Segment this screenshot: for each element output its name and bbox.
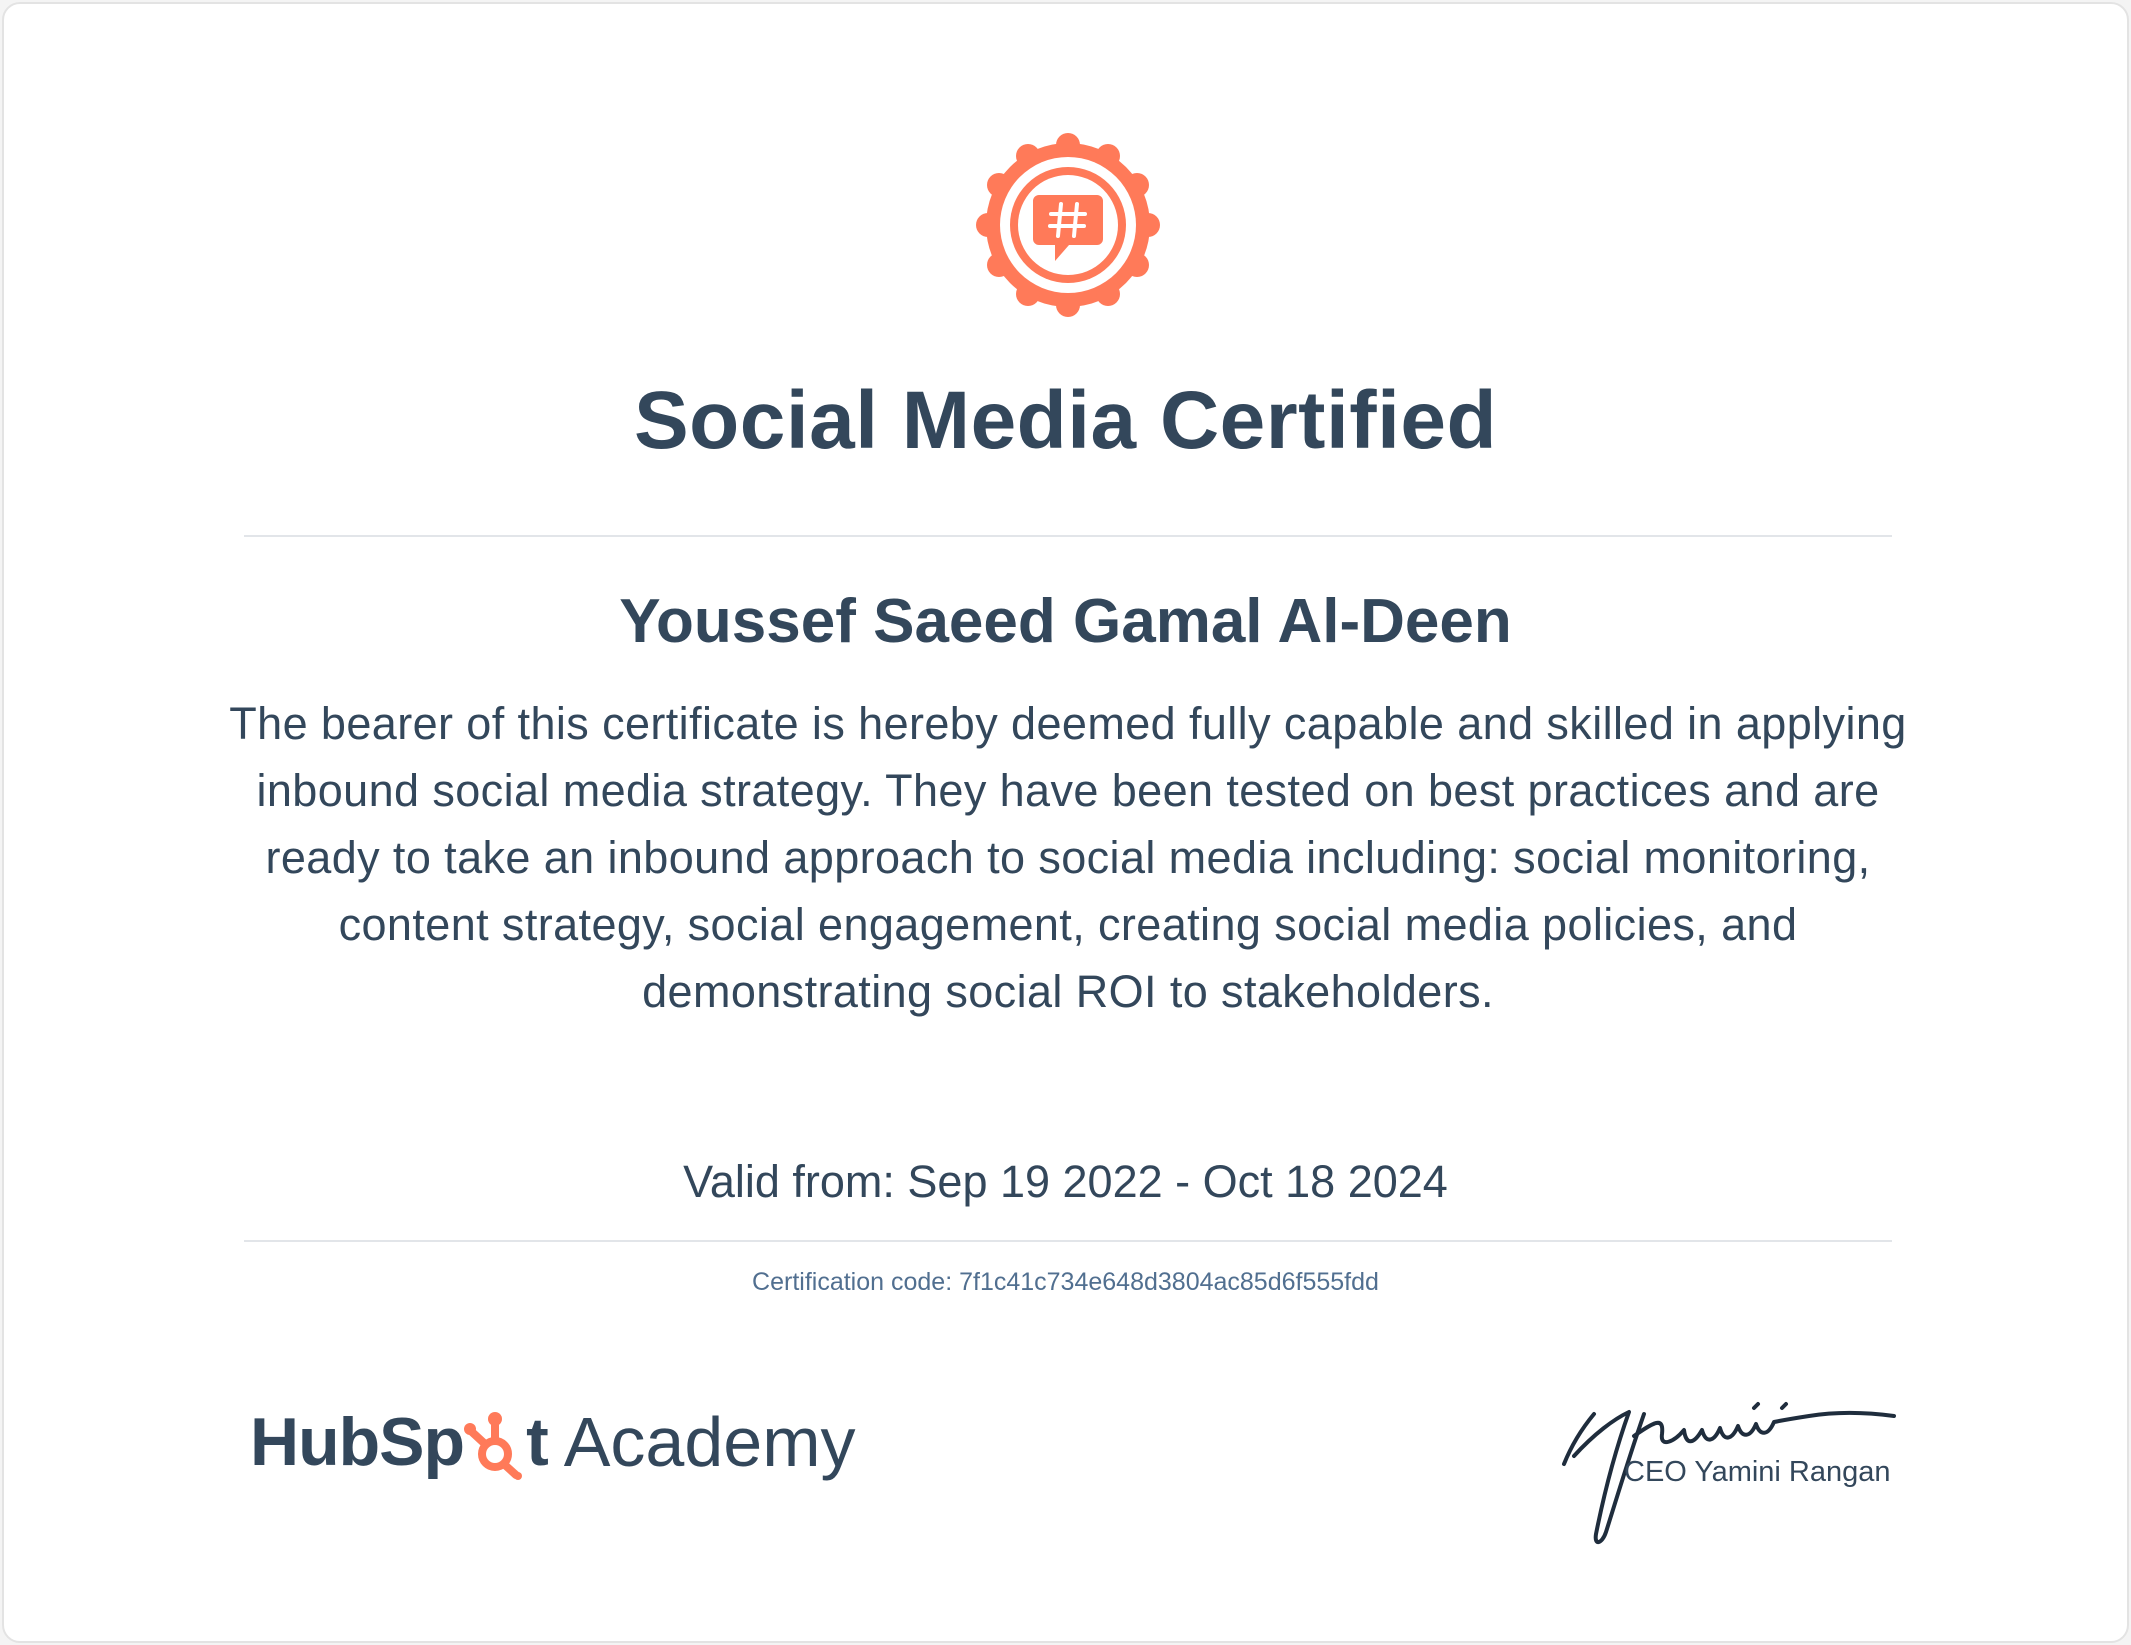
logo-text-t: t [526, 1404, 548, 1480]
certificate-title: Social Media Certified [633, 375, 1498, 466]
sprocket-icon [464, 1410, 526, 1480]
validity-dates: Valid from: Sep 19 2022 - Oct 18 2024 [683, 1156, 1448, 1207]
top-divider [244, 535, 1892, 537]
certificate-description: The bearer of this certificate is hereby deemed fully capable and skilled in applying inbound social media strategy. They have been tested on best practices and are ready to take an inbound approach to social media including: social monitoring, content strategy, social engagement, creating social media policies, and demonstrating social ROI to stakeholders. [229, 698, 1907, 1017]
logo-text-academy: Academy [563, 1403, 856, 1481]
signer-caption: CEO Yamini Rangan [1624, 1456, 1891, 1488]
hubspot-academy-logo [250, 1402, 856, 1482]
bottom-divider [244, 1240, 1892, 1242]
recipient-name: Youssef Saeed Gamal Al-Deen [619, 587, 1512, 656]
certification-code: Certification code: 7f1c41c734e648d3804ac85d6f555fdd [752, 1268, 1379, 1296]
logo-text-hubsp: HubSp [250, 1404, 465, 1480]
certification-badge-icon [975, 132, 1161, 318]
certificate [2, 2, 2129, 1643]
